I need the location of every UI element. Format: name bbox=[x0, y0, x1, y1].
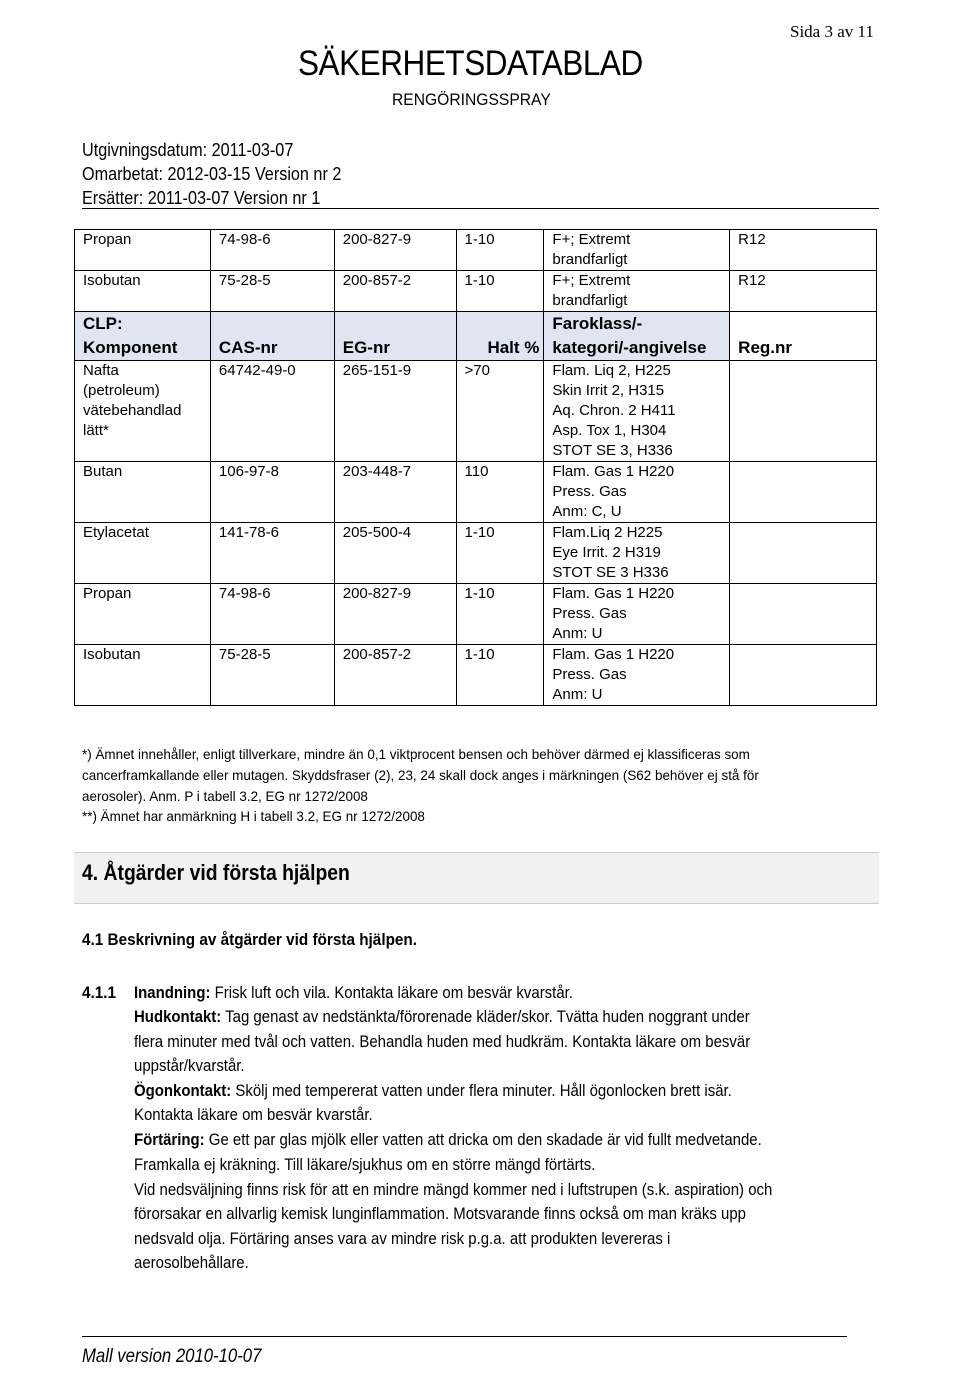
concentration-cell: 110 bbox=[456, 462, 544, 523]
eye-line bbox=[134, 1081, 732, 1101]
composition-table bbox=[74, 229, 877, 706]
concentration-cell: 1-10 bbox=[456, 523, 544, 584]
footnote-line: cancerframkallande eller mutagen. Skyddsfraser (2), 23, 24 skall dock anges i märkningen (S62 behöver ej stå för bbox=[82, 767, 759, 783]
reg-cell: R12 bbox=[730, 230, 877, 271]
cas-cell: 74-98-6 bbox=[210, 584, 334, 645]
ingestion-line: aerosolbehållare. bbox=[134, 1253, 249, 1272]
footnote-line: *) Ämnet innehåller, enligt tillverkare, mindre än 0,1 viktprocent bensen och behöver därmed ej klassificeras som bbox=[82, 746, 750, 762]
document-title: SÄKERHETSDATABLAD bbox=[298, 44, 643, 83]
footnote-line: aerosoler). Anm. P i tabell 3.2, EG nr 1272/2008 bbox=[82, 788, 368, 804]
inhalation-text: Frisk luft och vila. Kontakta läkare om besvär kvarstår. bbox=[210, 983, 573, 1002]
component-name-cell: Nafta (petroleum) vätebehandlad lätt* bbox=[75, 361, 211, 462]
header-concentration: Halt % bbox=[456, 312, 544, 361]
issue-date: Utgivningsdatum: 2011-03-07 bbox=[82, 140, 294, 160]
eg-cell: 200-827-9 bbox=[334, 584, 456, 645]
ingestion-line: nedsvald olja. Förtäring anses vara av mindre risk p.g.a. att produkten levereras i bbox=[134, 1229, 671, 1248]
table-row bbox=[75, 271, 877, 312]
component-name-cell: Isobutan bbox=[75, 271, 211, 312]
component-name-cell: Isobutan bbox=[75, 645, 211, 706]
eye-label: Ögonkontakt: bbox=[134, 1081, 232, 1100]
table-row bbox=[75, 523, 877, 584]
concentration-cell: 1-10 bbox=[456, 271, 544, 312]
table-row bbox=[75, 230, 877, 271]
classification-cell: Flam. Gas 1 H220 Press. Gas Anm: U bbox=[544, 584, 730, 645]
classification-cell: F+; Extremt brandfarligt bbox=[544, 230, 730, 271]
footnote-line: **) Ämnet har anmärkning H i tabell 3.2, EG nr 1272/2008 bbox=[82, 808, 425, 824]
eg-cell: 205-500-4 bbox=[334, 523, 456, 584]
subsection-heading: 4.1 Beskrivning av åtgärder vid första hjälpen. bbox=[82, 930, 418, 949]
table-header-row bbox=[75, 312, 877, 361]
eg-cell: 200-827-9 bbox=[334, 230, 456, 271]
reg-cell bbox=[730, 645, 877, 706]
cas-cell: 106-97-8 bbox=[210, 462, 334, 523]
ingestion-text: Ge ett par glas mjölk eller vatten att dricka om den skadade är vid fullt medvetande. bbox=[204, 1130, 762, 1149]
classification-cell: F+; Extremt brandfarligt bbox=[544, 271, 730, 312]
section-heading: 4. Åtgärder vid första hjälpen bbox=[82, 860, 350, 885]
eye-text: Skölj med tempererat vatten under flera minuter. Håll ögonlocken brett isär. bbox=[231, 1081, 732, 1100]
footer-template-version: Mall version 2010-10-07 bbox=[82, 1346, 262, 1367]
reg-cell bbox=[730, 523, 877, 584]
reg-cell bbox=[730, 361, 877, 462]
table-row bbox=[75, 361, 877, 462]
eg-cell: 200-857-2 bbox=[334, 271, 456, 312]
header-rule bbox=[82, 208, 879, 209]
eg-cell: 200-857-2 bbox=[334, 645, 456, 706]
concentration-cell: 1-10 bbox=[456, 230, 544, 271]
skin-line: uppstår/kvarstår. bbox=[134, 1056, 245, 1075]
cas-cell: 75-28-5 bbox=[210, 645, 334, 706]
eye-line: Kontakta läkare om besvär kvarstår. bbox=[134, 1105, 373, 1124]
skin-text: Tag genast av nedstänkta/förorenade kläder/skor. Tvätta huden noggrant under bbox=[221, 1007, 750, 1026]
classification-cell: Flam. Gas 1 H220 Press. Gas Anm: U bbox=[544, 645, 730, 706]
header-component: CLP: Komponent bbox=[75, 312, 211, 361]
ingestion-line bbox=[134, 1130, 762, 1150]
component-name-cell: Propan bbox=[75, 230, 211, 271]
classification-cell: Flam. Liq 2, H225 Skin Irrit 2, H315 Aq. Chron. 2 H411 Asp. Tox 1, H304 STOT SE 3, H336 bbox=[544, 361, 730, 462]
revised-date: Omarbetat: 2012-03-15 Version nr 2 bbox=[82, 164, 342, 184]
replaces-version: Ersätter: 2011-03-07 Version nr 1 bbox=[82, 188, 321, 208]
ingestion-line: Framkalla ej kräkning. Till läkare/sjukhus om en större mängd förtärts. bbox=[134, 1155, 596, 1174]
header-eg: EG-nr bbox=[334, 312, 456, 361]
cas-cell: 74-98-6 bbox=[210, 230, 334, 271]
table-row bbox=[75, 462, 877, 523]
cas-cell: 75-28-5 bbox=[210, 271, 334, 312]
component-name-cell: Propan bbox=[75, 584, 211, 645]
table-row bbox=[75, 645, 877, 706]
ingestion-line: förorsakar en allvarlig kemisk lunginflammation. Motsvarande finns också om man kräks upp bbox=[134, 1204, 746, 1223]
skin-label: Hudkontakt: bbox=[134, 1007, 222, 1026]
skin-line: flera minuter med tvål och vatten. Behandla huden med hudkräm. Kontakta läkare om besvär bbox=[134, 1032, 751, 1051]
skin-line bbox=[134, 1007, 750, 1027]
inhalation-label: Inandning: bbox=[134, 983, 211, 1002]
header-cas: CAS-nr bbox=[210, 312, 334, 361]
cas-cell: 64742-49-0 bbox=[210, 361, 334, 462]
reg-cell bbox=[730, 584, 877, 645]
concentration-cell: 1-10 bbox=[456, 645, 544, 706]
classification-cell: Flam.Liq 2 H225 Eye Irrit. 2 H319 STOT SE 3 H336 bbox=[544, 523, 730, 584]
concentration-cell: 1-10 bbox=[456, 584, 544, 645]
subsection-number: 4.1.1 bbox=[82, 983, 117, 1002]
eg-cell: 203-448-7 bbox=[334, 462, 456, 523]
concentration-cell: >70 bbox=[456, 361, 544, 462]
document-subtitle: RENGÖRINGSSPRAY bbox=[392, 90, 551, 109]
eg-cell: 265-151-9 bbox=[334, 361, 456, 462]
inhalation-line bbox=[134, 983, 573, 1003]
table-row bbox=[75, 584, 877, 645]
header-classification: Faroklass/- kategori/-angivelse bbox=[544, 312, 730, 361]
header-reg: Reg.nr bbox=[730, 312, 877, 361]
reg-cell: R12 bbox=[730, 271, 877, 312]
cas-cell: 141-78-6 bbox=[210, 523, 334, 584]
classification-cell: Flam. Gas 1 H220 Press. Gas Anm: C, U bbox=[544, 462, 730, 523]
component-name-cell: Butan bbox=[75, 462, 211, 523]
ingestion-line: Vid nedsväljning finns risk för att en mindre mängd kommer ned i luftstrupen (s.k. aspiration) och bbox=[134, 1180, 773, 1199]
page-number: Sida 3 av 11 bbox=[790, 22, 874, 41]
reg-cell bbox=[730, 462, 877, 523]
component-name-cell: Etylacetat bbox=[75, 523, 211, 584]
footer-rule bbox=[82, 1336, 847, 1337]
ingestion-label: Förtäring: bbox=[134, 1130, 205, 1149]
